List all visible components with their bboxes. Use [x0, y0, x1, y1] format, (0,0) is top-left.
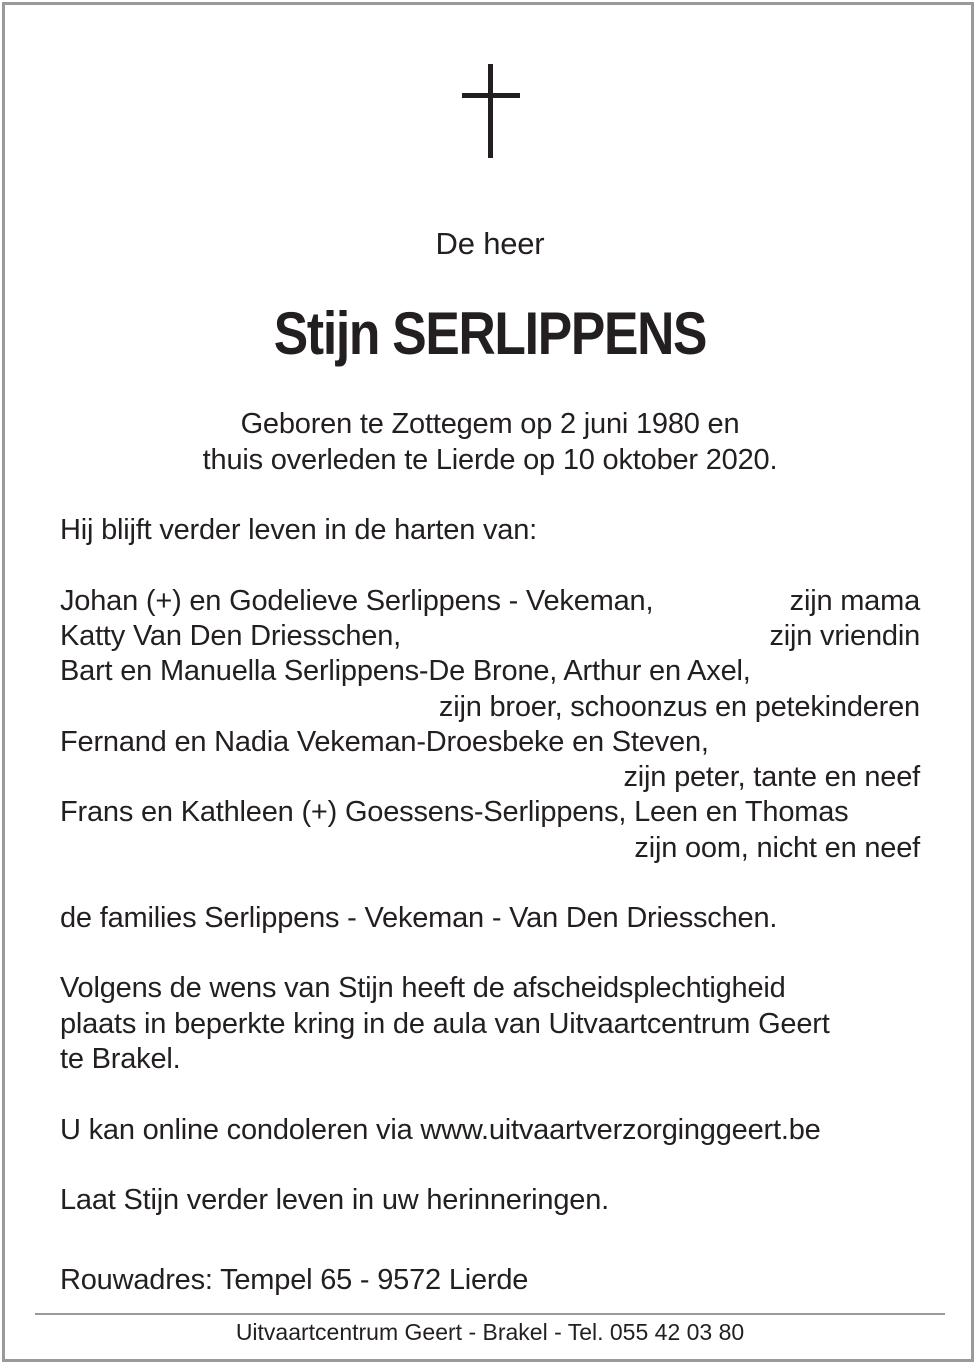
mourning-address: Rouwadres: Tempel 65 - 9572 Lierde — [60, 1264, 529, 1296]
family-names: Fernand en Nadia Vekeman-Droesbeke en Steven, — [60, 726, 709, 758]
ceremony-text: te Brakel. — [60, 1043, 181, 1075]
deceased-name: Stijn SERLIPPENS — [273, 300, 707, 367]
intro-text: Hij blijft verder leven in de harten van: — [60, 514, 537, 546]
ceremony-text: Volgens de wens van Stijn heeft de afscheidsplechtigheid — [60, 972, 786, 1004]
families-line: de families Serlippens - Vekeman - Van Den Driesschen. — [60, 902, 778, 934]
family-relation: zijn peter, tante en neef — [623, 761, 920, 793]
family-relation: zijn broer, schoonzus en petekinderen — [438, 691, 920, 723]
footer-divider — [35, 1313, 945, 1315]
death-line: thuis overleden te Lierde op 10 oktober 2020. — [202, 444, 778, 476]
family-relation: zijn oom, nicht en neef — [634, 832, 920, 864]
family-names: Bart en Manuella Serlippens-De Brone, Arthur en Axel, — [60, 655, 751, 687]
closing-text: Laat Stijn verder leven in uw herinneringen. — [60, 1184, 609, 1216]
family-names: Frans en Kathleen (+) Goessens-Serlippens, Leen en Thomas — [60, 796, 849, 828]
family-names: Johan (+) en Godelieve Serlippens - Vekeman, — [60, 585, 654, 617]
ceremony-text: plaats in beperkte kring in de aula van Uitvaartcentrum Geert — [60, 1008, 830, 1040]
birth-line: Geboren te Zottegem op 2 juni 1980 en — [240, 408, 740, 440]
condolences-text: U kan online condoleren via www.uitvaartverzorginggeert.be — [60, 1114, 821, 1146]
salutation: De heer — [435, 226, 545, 261]
family-names: Katty Van Den Driesschen, — [60, 620, 402, 652]
family-relation: zijn mama — [789, 585, 920, 617]
family-relation: zijn vriendin — [769, 620, 920, 652]
funeral-home-footer: Uitvaartcentrum Geert - Brakel - Tel. 055 42 03 80 — [235, 1319, 745, 1345]
cross-icon — [462, 64, 520, 158]
